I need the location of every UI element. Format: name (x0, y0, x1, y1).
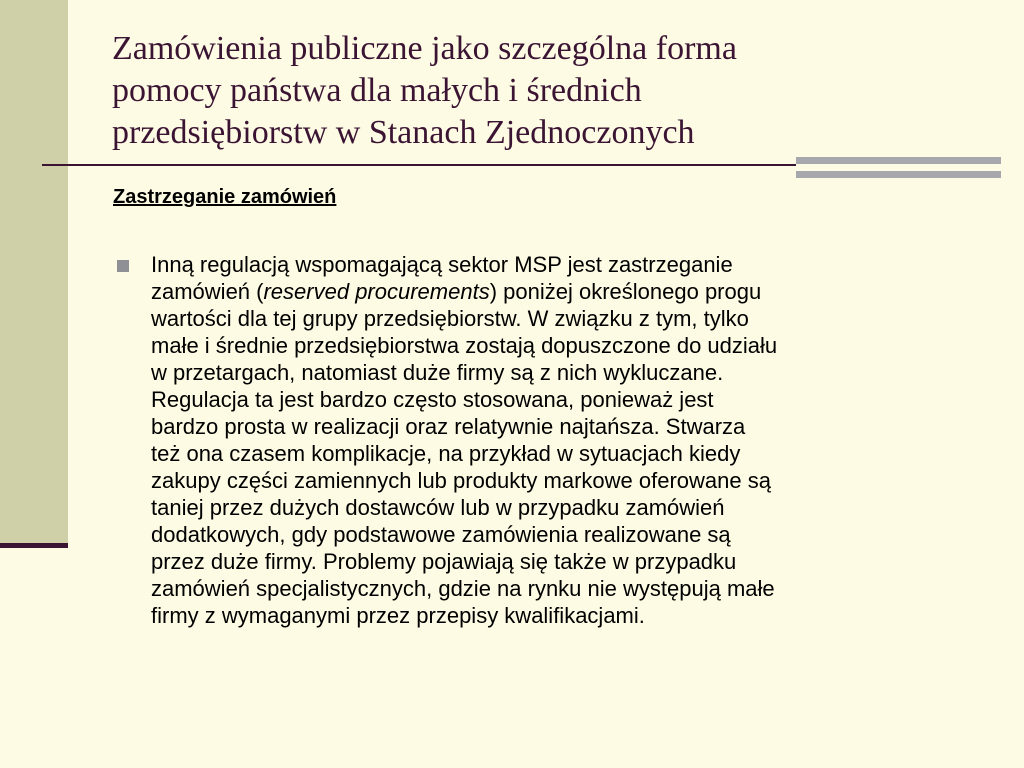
bullet-paragraph (151, 251, 971, 629)
decorative-gray-bar-top (796, 157, 1001, 164)
left-decorative-band (0, 0, 68, 545)
title-underline-rule (42, 164, 796, 166)
section-subheading: Zastrzeganie zamówień (113, 186, 337, 208)
bullet-text-before: Inną regulacją wspomagającą sektor MSP jest zastrzeganie zamówień ( (151, 252, 733, 304)
slide-title: Zamówienia publiczne jako szczególna forma pomocy państwa dla małych i średnich przedsiębiorstw w Stanach Zjednoczonych (112, 30, 737, 151)
left-band-rule (0, 543, 68, 548)
square-bullet-icon (117, 260, 129, 272)
decorative-gray-bar-bottom (796, 171, 1001, 178)
bullet-text-italic: reserved procurements (263, 279, 490, 304)
bullet-text-after: ) poniżej określonego progu wartości dla tej grupy przedsiębiorstw. W związku z tym, tylko małe i średnie przedsiębiorstwa zostają dopuszczone do udziału w przetargach, natomiast duże firmy są z nich wykluczane. Regulacja ta jest bardzo często stosowana, ponieważ jest bardzo prosta w realizacji oraz relatywnie najtańsza. Stwarza też ona czasem komplikacje, na przykład w sytuacjach kiedy zakupy części zamiennych lub produkty markowe oferowane są taniej przez dużych dostawców lub w przypadku zamówień dodatkowych, gdy podstawowe zamówienia realizowane są przez duże firmy. Problemy pojawiają się także w przypadku zamówień specjalistycznych, gdzie na rynku nie występują małe firmy z wymaganymi przez przepisy kwalifikacjami. (151, 279, 778, 628)
